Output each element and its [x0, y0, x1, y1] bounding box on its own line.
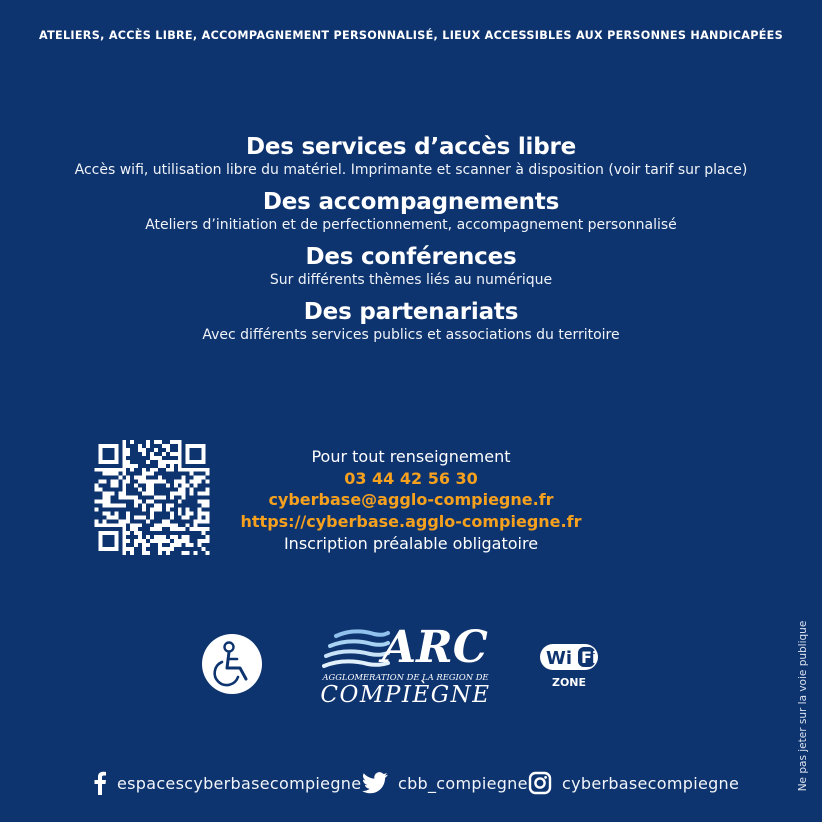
social-links [0, 766, 822, 800]
wifi-zone-label: ZONE [551, 676, 587, 689]
arc-subtitle: AGGLOMERATION DE LA REGION DE [322, 672, 489, 682]
facebook-handle: espacescyberbasecompiegne [117, 773, 362, 793]
contact-block [206, 446, 616, 555]
service-description: Accès wifi, utilisation libre du matériel. Imprimante et scanner à disposition (voir tarif sur place) [74, 162, 748, 178]
services-list [0, 132, 822, 352]
website-link[interactable]: https://cyberbase.agglo-compiegne.fr [240, 512, 582, 532]
wheelchair-icon [202, 634, 262, 694]
social-facebook[interactable] [93, 766, 361, 800]
arc-logo [318, 622, 493, 711]
service-item [0, 187, 822, 233]
service-description: Ateliers d’initiation et de perfectionnement, accompagnement personnalisé [145, 217, 677, 233]
twitter-handle: cbb_compiegne [398, 773, 528, 793]
twitter-icon [362, 772, 388, 794]
arc-city: COMPIÈGNE [320, 682, 491, 708]
service-title: Des services d’accès libre [245, 134, 577, 160]
service-item [0, 297, 822, 343]
arc-name: ARC [382, 622, 488, 673]
phone-link[interactable]: 03 44 42 56 30 [344, 468, 478, 488]
social-instagram[interactable] [528, 766, 739, 800]
top-banner: ATELIERS, ACCÈS LIBRE, ACCOMPAGNEMENT PERSONNALISÉ, LIEUX ACCESSIBLES AUX PERSONNES HANDICAPÉES [39, 29, 783, 42]
service-title: Des conférences [305, 244, 517, 270]
qr-code[interactable] [93, 440, 211, 555]
service-item [0, 242, 822, 288]
service-description: Avec différents services publics et associations du territoire [202, 327, 620, 343]
facebook-icon [93, 771, 107, 795]
service-item [0, 132, 822, 178]
social-twitter[interactable] [362, 766, 528, 800]
instagram-icon [528, 771, 552, 795]
wifi-icon [538, 638, 600, 674]
svg-text:Fi: Fi [581, 648, 598, 667]
svg-text:Wi: Wi [546, 648, 573, 669]
service-title: Des partenariats [303, 299, 519, 325]
service-title: Des accompagnements [262, 189, 560, 215]
wifi-zone-logo [538, 638, 608, 689]
email-link[interactable]: cyberbase@agglo-compiegne.fr [268, 490, 554, 510]
instagram-handle: cyberbasecompiegne [562, 773, 740, 793]
logos-row [0, 620, 822, 720]
disposal-note: Ne pas jeter sur la voie publique [797, 620, 809, 792]
registration-note: Inscription préalable obligatoire [283, 533, 539, 553]
contact-heading: Pour tout renseignement [311, 447, 511, 466]
service-description: Sur différents thèmes liés au numérique [269, 272, 553, 288]
